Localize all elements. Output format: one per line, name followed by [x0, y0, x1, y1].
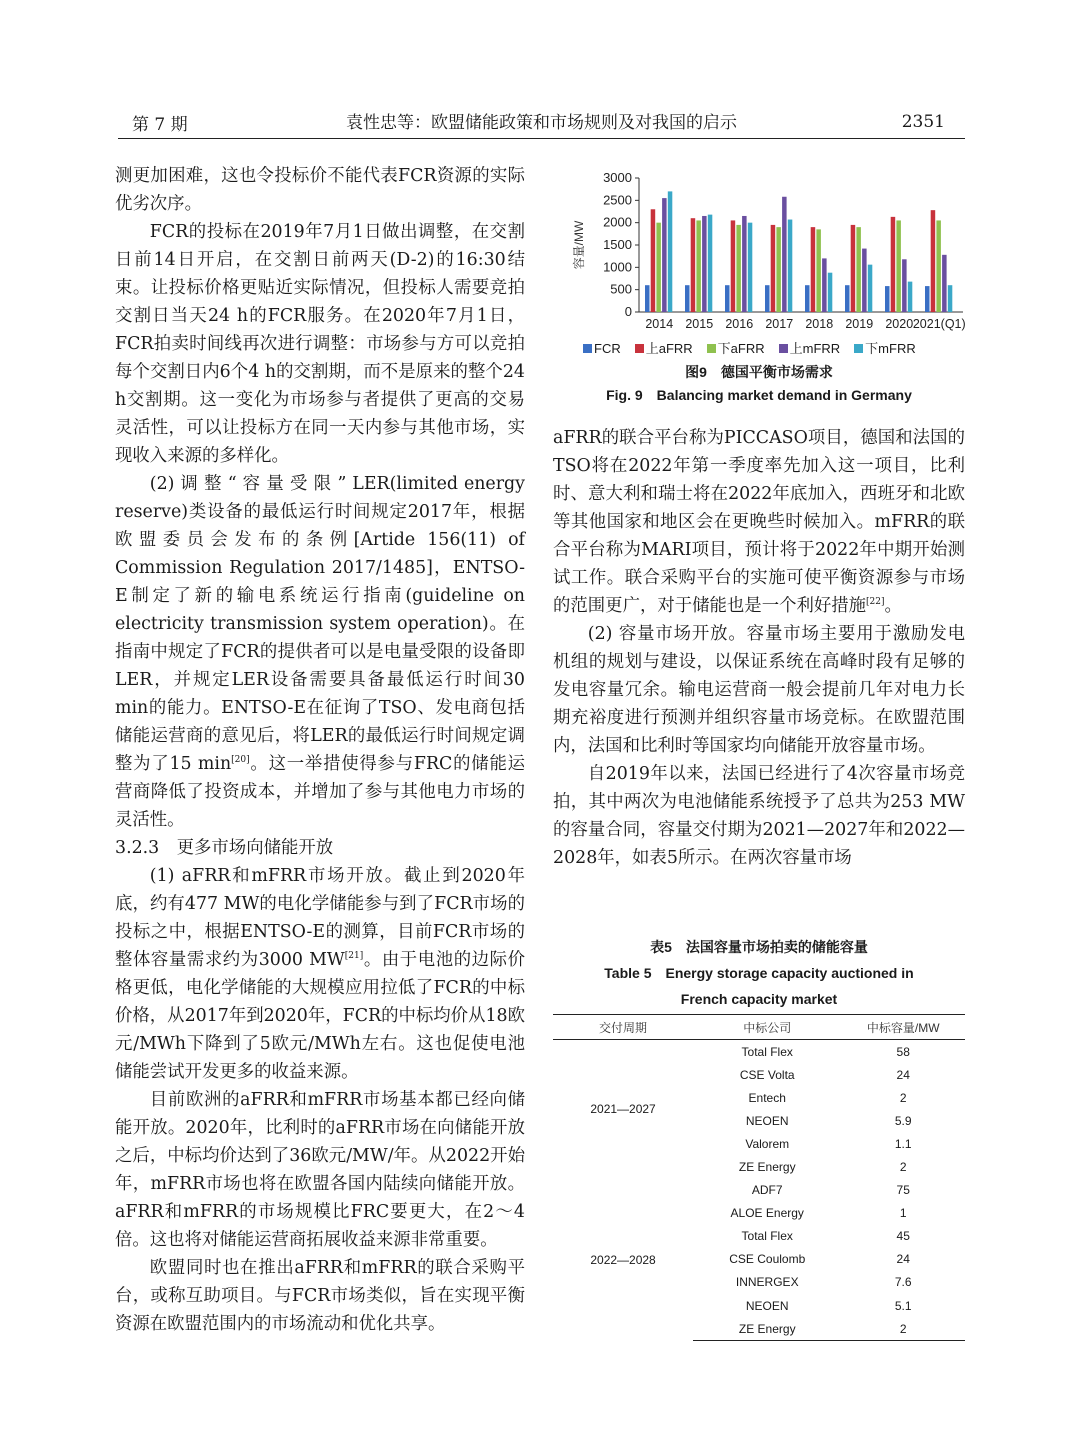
- y-tick-label: 1000: [603, 259, 632, 275]
- winning-company: Valorem: [745, 1136, 790, 1151]
- y-axis-label: 容量/MW: [572, 220, 586, 270]
- bar-上mFRR-2015: [702, 216, 707, 312]
- winning-company: ZE Energy: [693, 1317, 841, 1341]
- paragraph: 自2019年以来，法国已经进行了4次容量市场竞拍，其中两次为电池储能系统授予了总共为253 MW的容量合同，容量交付期为2021—2027年和2022—2028年，如表5所示。在两次容量市场: [553, 764, 965, 868]
- legend-item: [635, 341, 693, 356]
- bar-FCR-2019: [845, 285, 850, 312]
- paragraph: 欧盟同时也在推出aFRR和mFRR的联合采购平台，或称互助项目。与FCR市场类似，旨在实现平衡资源在欧盟范围内的市场流动和优化共享。: [115, 1258, 525, 1334]
- header-period: 交付周期: [553, 1015, 693, 1040]
- awarded-capacity: 58: [896, 1044, 910, 1059]
- legend-swatch: [583, 344, 592, 353]
- bar-上aFRR-2020: [891, 217, 896, 312]
- bar-上aFRR-2021(Q1): [931, 210, 936, 312]
- y-tick-label: 0: [624, 304, 632, 319]
- header-company: 中标公司: [693, 1015, 841, 1040]
- bar-下mFRR-2021(Q1): [948, 285, 953, 312]
- y-tick-label: 1500: [603, 237, 632, 252]
- header-capacity: 中标容量/MW: [841, 1015, 965, 1040]
- table-row: [553, 1040, 965, 1064]
- winning-company: CSE Volta: [739, 1067, 795, 1082]
- awarded-capacity: 24: [896, 1252, 910, 1267]
- bar-下mFRR-2017: [788, 220, 793, 312]
- figure-caption-cn: 图9 德国平衡市场需求: [685, 364, 833, 380]
- bar-下mFRR-2019: [868, 265, 873, 312]
- running-title: 袁性忠等：欧盟储能政策和市场规则及对我国的启示: [346, 113, 737, 133]
- bar-下aFRR-2015: [696, 220, 701, 312]
- winning-company: ADF7: [751, 1183, 783, 1198]
- issue-number: 第 7 期: [132, 115, 188, 135]
- bar-下aFRR-2020: [896, 220, 901, 312]
- awarded-capacity: 2: [899, 1160, 907, 1175]
- winning-company: ALOE Energy: [730, 1206, 804, 1221]
- x-tick-label: 2018: [805, 317, 834, 331]
- legend-swatch: [779, 344, 788, 353]
- chart-legend: [583, 338, 963, 357]
- paragraph: (1) aFRR和mFRR市场开放。截止到2020年底，约有477 MW的电化学储能参与到了FCR市场的投标之中，根据ENTSO-E的测算，目前FCR市场的整体容量需求约为3000 MW[21]。由于电池的边际价格更低，电化学储能的大规模应用拉低了FCR的中标价格，从2017年到2020年，FCR的中标均价从18欧元/MWh下降到了5欧元/MWh左右。这也促使电池储能尝试开发更多的收益来源。: [115, 866, 525, 1082]
- paragraph: (2) 调 整 “ 容 量 受 限 ” LER(limited energy reserve)类设备的最低运行时间规定2017年，根据欧盟委员会发布的条例[Artide 156(11) of Commission Regulation 2017/1485]，ENTSO-E制定了新的输电系统运行指南(guideline on electricity transmission system operation)。在指南中规定了FCR的提供者可以是电量受限的设备即LER，并规定LER设备需要具备最低运行时间30 min的能力。ENTSO-E在征询了TSO、发电商包括储能运营商的意见后，将LER的最低运行时间规定调整为了15 min[20]。这一举措使得参与FRC的储能运营商降低了投资成本，并增加了参与其他电力市场的灵活性。: [115, 474, 525, 830]
- legend-label: FCR: [594, 341, 621, 356]
- table-5: [553, 1014, 965, 1341]
- legend-swatch: [854, 344, 863, 353]
- bar-下mFRR-2014: [668, 191, 673, 312]
- bar-下mFRR-2020: [908, 282, 913, 312]
- legend-label: 下aFRR: [717, 341, 765, 356]
- bar-上mFRR-2020: [902, 259, 907, 312]
- bar-上aFRR-2014: [651, 209, 656, 312]
- bar-FCR-2018: [805, 285, 810, 312]
- bar-FCR-2014: [645, 285, 650, 312]
- awarded-capacity: 2: [899, 1090, 907, 1105]
- legend-label: 上aFRR: [645, 341, 693, 356]
- legend-swatch: [635, 344, 644, 353]
- section-heading: 3.2.3 更多市场向储能开放: [115, 838, 334, 858]
- bar-下aFRR-2019: [856, 227, 861, 312]
- paragraph: 测更加困难，这也令投标价不能代表FCR资源的实际优劣次序。: [115, 166, 525, 214]
- table-caption-cn: 表5 法国容量市场拍卖的储能容量: [650, 939, 868, 955]
- bar-FCR-2020: [885, 286, 890, 312]
- paragraph: aFRR的联合平台称为PICCASO项目，德国和法国的TSO将在2022年第一季度率先加入这一项目，比利时、意大利和瑞士将在2022年底加入，西班牙和北欧等其他国家和地区会在更晚些时候加入。mFRR的联合平台称为MARI项目，预计将于2022年中期开始测试工作。联合采购平台的实施可使平衡资源参与市场的范围更广，对于储能也是一个利好措施[22]。: [553, 428, 965, 616]
- bar-FCR-2016: [725, 285, 730, 312]
- bar-下mFRR-2018: [828, 273, 833, 312]
- winning-company: Total Flex: [741, 1229, 793, 1244]
- y-tick-label: 2500: [603, 192, 632, 208]
- x-tick-label: 2015: [685, 317, 714, 331]
- bar-上mFRR-2017: [782, 197, 787, 312]
- bar-上mFRR-2021(Q1): [942, 255, 947, 312]
- winning-company: NEOEN: [745, 1298, 789, 1313]
- awarded-capacity: 5.1: [894, 1298, 912, 1313]
- y-tick-label: 3000: [603, 170, 632, 185]
- left-column: [115, 162, 525, 1338]
- winning-company: Total Flex: [741, 1044, 793, 1059]
- bar-上mFRR-2014: [662, 198, 667, 312]
- winning-company: INNERGEX: [735, 1275, 799, 1290]
- bar-下aFRR-2017: [776, 227, 781, 312]
- bar-上aFRR-2019: [851, 225, 856, 312]
- awarded-capacity: 2: [841, 1317, 965, 1341]
- running-header: [118, 108, 965, 139]
- legend-item: [854, 341, 916, 356]
- delivery-period: 2022—2028: [590, 1252, 656, 1267]
- bar-下mFRR-2015: [708, 215, 713, 312]
- bar-上aFRR-2018: [811, 227, 816, 312]
- winning-company: CSE Coulomb: [729, 1252, 806, 1267]
- bar-上mFRR-2019: [862, 249, 867, 312]
- paragraph: (2) 容量市场开放。容量市场主要用于激励发电机组的规划与建设，以保证系统在高峰时段有足够的发电容量冗余。输电运营商一般会提前几年对电力长期充裕度进行预测并组织容量市场竞标。在欧盟范围内，法国和比利时等国家均向储能开放容量市场。: [553, 624, 965, 756]
- bar-下aFRR-2021(Q1): [936, 220, 941, 312]
- winning-company: ZE Energy: [738, 1160, 796, 1175]
- figure-caption-en: Fig. 9 Balancing market demand in Germany: [606, 387, 912, 403]
- awarded-capacity: 24: [896, 1067, 910, 1082]
- x-tick-label: 2014: [645, 317, 674, 331]
- awarded-capacity: 45: [896, 1229, 910, 1244]
- awarded-capacity: 1.1: [894, 1136, 912, 1151]
- bar-上aFRR-2015: [691, 218, 696, 312]
- bar-下aFRR-2014: [656, 223, 661, 312]
- paragraph: 目前欧洲的aFRR和mFRR市场基本都已经向储能开放。2020年，比利时的aFRR市场在向储能开放之后，中标均价达到了36欧元/MW/年。从2022开始年，mFRR市场也将在欧盟各国内陆续向储能开放。aFRR和mFRR的市场规模比FRC要更大，在2～4倍。这也将对储能运营商拓展收益来源非常重要。: [115, 1090, 525, 1250]
- page-number: 2351: [901, 112, 945, 132]
- x-tick-label: 2016: [725, 317, 754, 331]
- bar-FCR-2015: [685, 285, 690, 312]
- legend-label: 下mFRR: [865, 341, 916, 356]
- paragraph: FCR的投标在2019年7月1日做出调整，在交割日前14日开启，在交割日前两天(D-2)的16:30结束。让投标价格更贴近实际情况，但投标人需要竞拍交割日当天24 h的FCR服务。在2020年7月1日，FCR拍卖时间线再次进行调整：市场参与方可以竞拍每个交割日内6个4 h的交割期，而不是原来的整个24 h交割期。这一变化为市场参与者提供了更高的交易灵活性，可以让投标方在同一天内参与其他市场，实现收入来源的多样化。: [115, 222, 525, 466]
- bar-chart: [553, 160, 965, 360]
- x-tick-label: 2019: [845, 317, 874, 331]
- awarded-capacity: 5.9: [894, 1113, 912, 1128]
- x-tick-label: 2020: [885, 317, 914, 331]
- bar-上aFRR-2016: [731, 220, 736, 312]
- right-column: [553, 424, 965, 872]
- bar-下aFRR-2016: [736, 225, 741, 312]
- legend-swatch: [707, 344, 716, 353]
- y-tick-label: 500: [610, 281, 632, 297]
- table-caption-en-2: French capacity market: [680, 991, 838, 1007]
- bar-下aFRR-2018: [816, 229, 821, 312]
- legend-item: [779, 341, 841, 356]
- bar-上mFRR-2016: [742, 216, 747, 312]
- legend-item: [707, 341, 765, 356]
- winning-company: Entech: [748, 1090, 786, 1105]
- x-tick-label: 2021(Q1): [912, 317, 965, 331]
- x-tick-label: 2017: [765, 317, 794, 331]
- table-caption-en-1: Table 5 Energy storage capacity auctioned in: [604, 965, 914, 981]
- winning-company: NEOEN: [745, 1113, 789, 1128]
- bar-下mFRR-2016: [748, 223, 753, 312]
- awarded-capacity: 7.6: [894, 1275, 912, 1290]
- awarded-capacity: 75: [896, 1183, 910, 1198]
- legend-item: [583, 341, 621, 356]
- table-header-row: [553, 1015, 965, 1040]
- bar-FCR-2021(Q1): [925, 286, 930, 312]
- bar-FCR-2017: [765, 285, 770, 312]
- bar-上aFRR-2017: [771, 225, 776, 312]
- delivery-period: 2021—2027: [590, 1102, 656, 1117]
- bar-上mFRR-2018: [822, 258, 827, 312]
- table-row: [553, 1179, 965, 1202]
- awarded-capacity: 1: [899, 1206, 907, 1221]
- y-tick-label: 2000: [603, 214, 632, 230]
- legend-label: 上mFRR: [789, 341, 841, 356]
